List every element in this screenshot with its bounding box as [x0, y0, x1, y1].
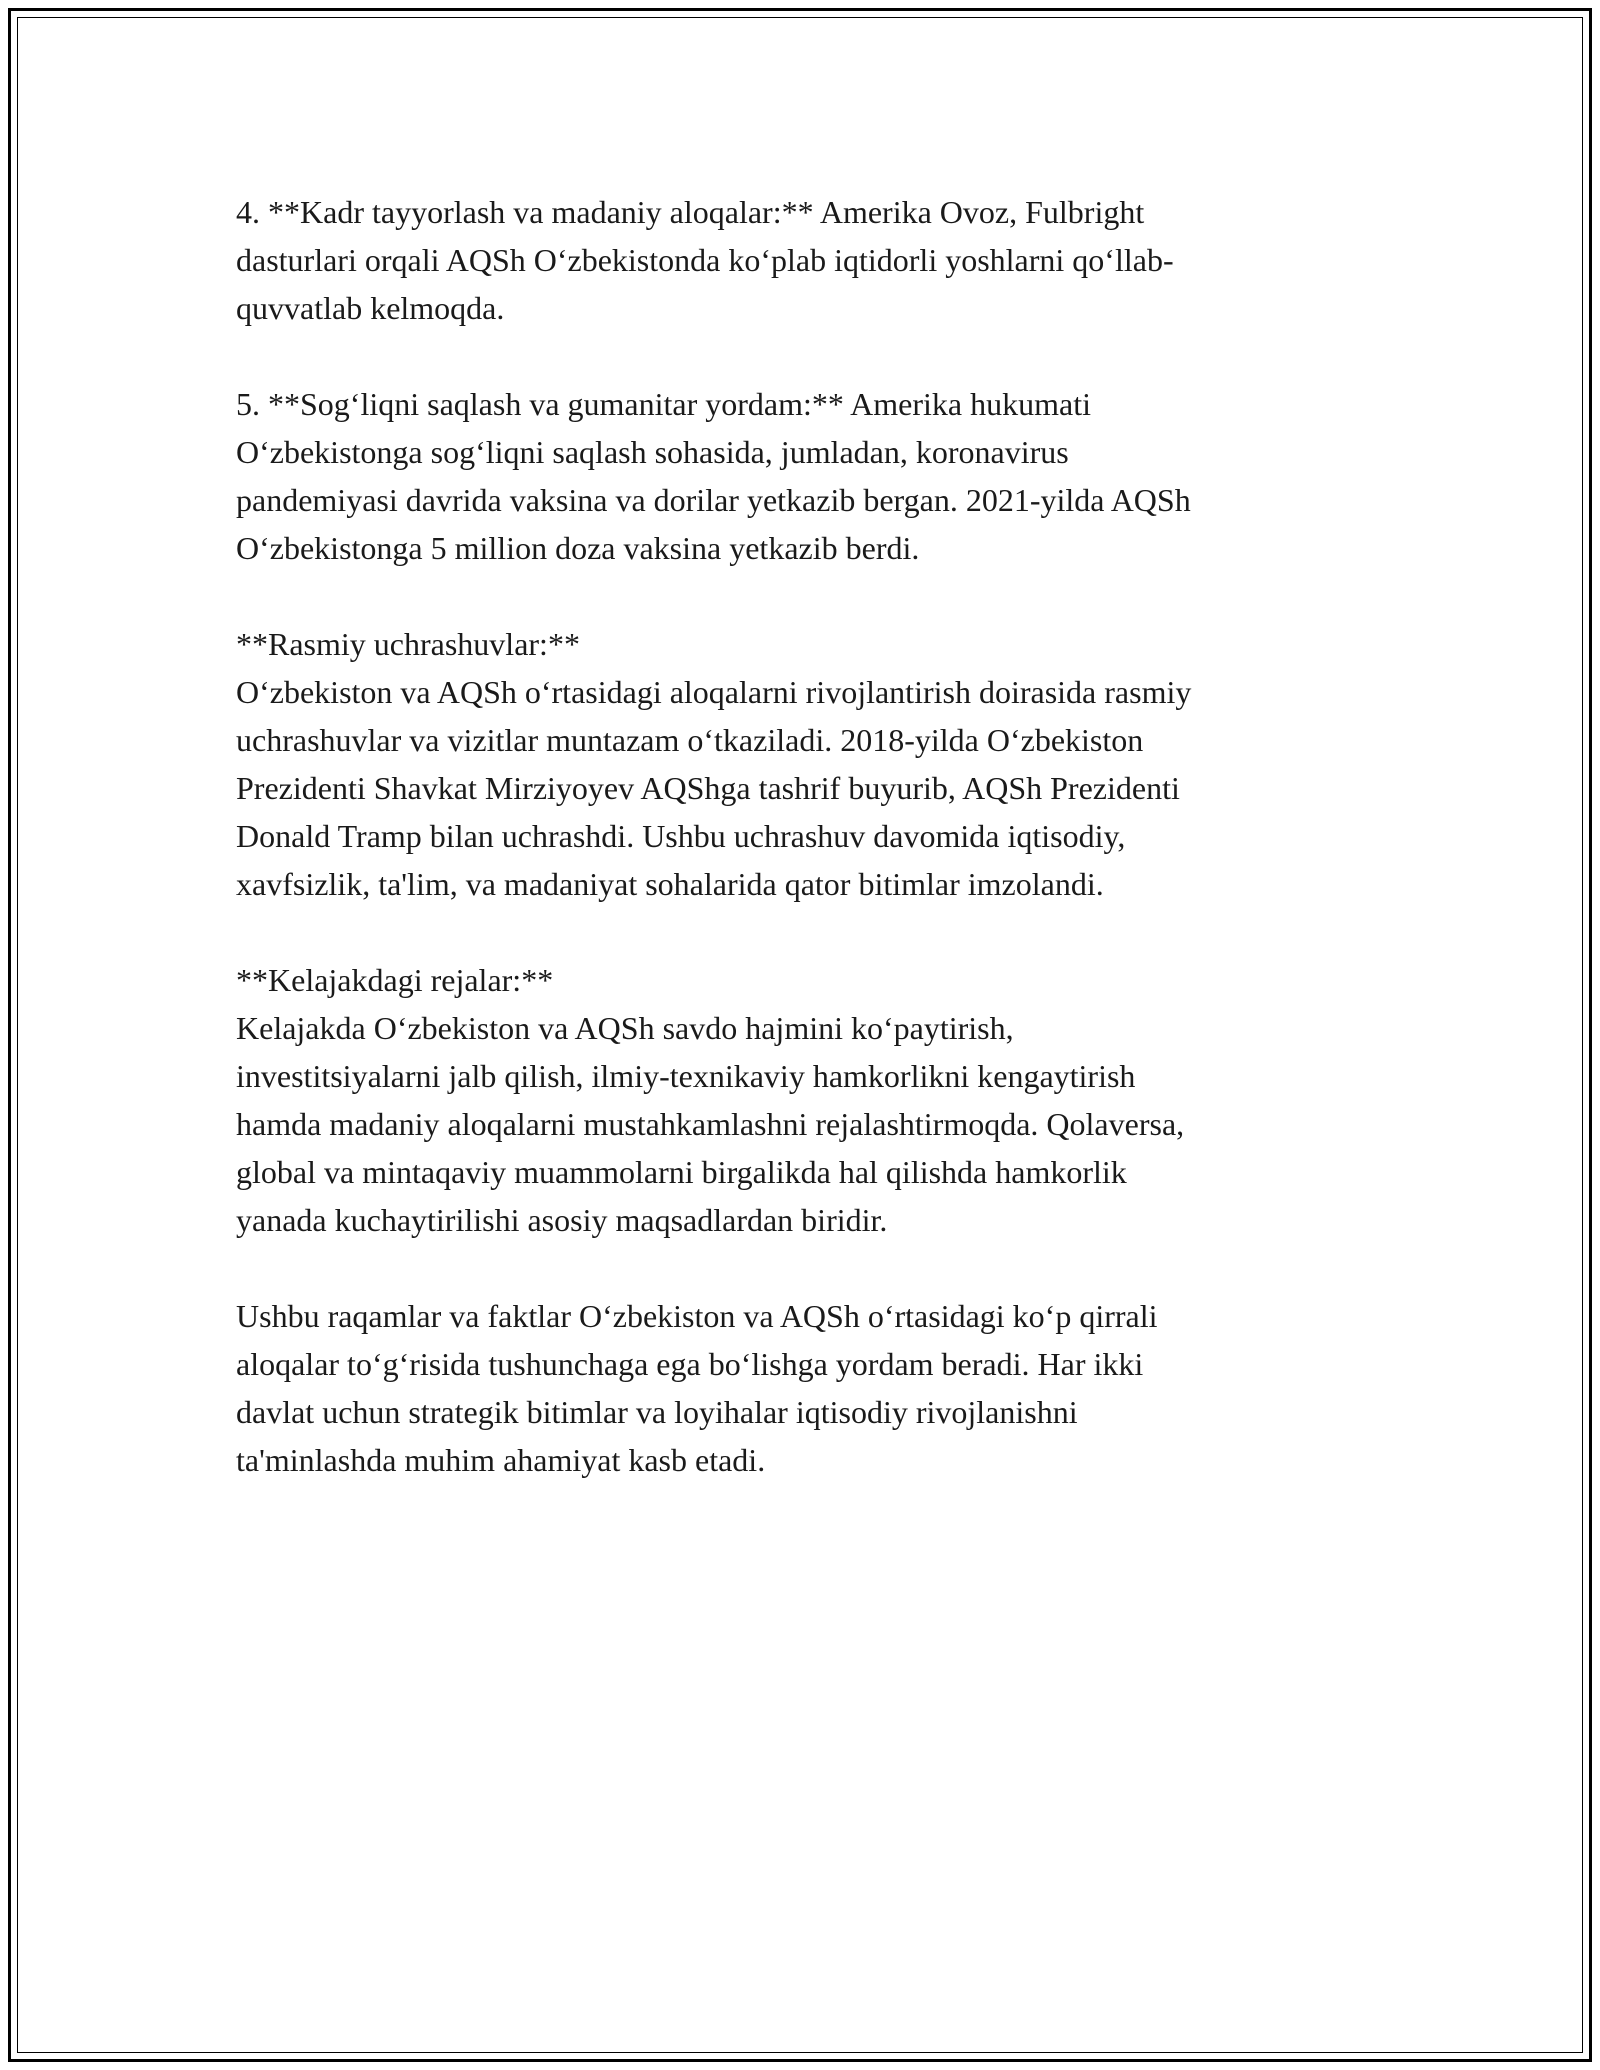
text-line: xavfsizlik, ta'lim, va madaniyat sohalarida qator bitimlar imzolandi.: [236, 866, 1104, 902]
text-line: Prezidenti Shavkat Mirziyoyev AQShga tashrif buyurib, AQSh Prezidenti: [236, 770, 1180, 806]
paragraph-official-meetings: [236, 620, 1366, 908]
text-line: ta'minlashda muhim ahamiyat kasb etadi.: [236, 1442, 766, 1478]
text-line: O‘zbekistonga 5 million doza vaksina yetkazib berdi.: [236, 530, 920, 566]
text-line: davlat uchun strategik bitimlar va loyihalar iqtisodiy rivojlanishni: [236, 1394, 1078, 1430]
text-line: O‘zbekistonga sog‘liqni saqlash sohasida, jumladan, koronavirus: [236, 434, 1069, 470]
paragraph-item-4: [236, 188, 1366, 332]
text-line: yanada kuchaytirilishi asosiy maqsadlardan biridir.: [236, 1202, 888, 1238]
text-line: pandemiyasi davrida vaksina va dorilar yetkazib bergan. 2021-yilda AQSh: [236, 482, 1191, 518]
text-line: Ushbu raqamlar va faktlar O‘zbekiston va AQSh o‘rtasidagi ko‘p qirrali: [236, 1298, 1158, 1334]
text-line: aloqalar to‘g‘risida tushunchaga ega bo‘lishga yordam beradi. Har ikki: [236, 1346, 1144, 1382]
paragraph-item-5: [236, 380, 1366, 572]
text-line: 5. **Sog‘liqni saqlash va gumanitar yordam:** Amerika hukumati: [236, 386, 1091, 422]
section-heading: **Kelajakdagi rejalar:**: [236, 962, 554, 998]
text-line: Donald Tramp bilan uchrashdi. Ushbu uchrashuv davomida iqtisodiy,: [236, 818, 1126, 854]
text-line: hamda madaniy aloqalarni mustahkamlashni rejalashtirmoqda. Qolaversa,: [236, 1106, 1185, 1142]
text-line: dasturlari orqali AQSh O‘zbekistonda ko‘plab iqtidorli yoshlarni qo‘llab-: [236, 242, 1174, 278]
text-line: uchrashuvlar va vizitlar muntazam o‘tkaziladi. 2018-yilda O‘zbekiston: [236, 722, 1144, 758]
text-line: investitsiyalarni jalb qilish, ilmiy-texnikaviy hamkorlikni kengaytirish: [236, 1058, 1136, 1094]
text-line: quvvatlab kelmoqda.: [236, 290, 505, 326]
paragraph-conclusion: [236, 1292, 1366, 1484]
paragraph-future-plans: [236, 956, 1366, 1244]
text-line: O‘zbekiston va AQSh o‘rtasidagi aloqalarni rivojlantirish doirasida rasmiy: [236, 674, 1192, 710]
section-heading: **Rasmiy uchrashuvlar:**: [236, 626, 580, 662]
text-line: Kelajakda O‘zbekiston va AQSh savdo hajmini ko‘paytirish,: [236, 1010, 1014, 1046]
text-line: 4. **Kadr tayyorlash va madaniy aloqalar:** Amerika Ovoz, Fulbright: [236, 194, 1145, 230]
document-body: [236, 188, 1366, 1532]
text-line: global va mintaqaviy muammolarni birgalikda hal qilishda hamkorlik: [236, 1154, 1127, 1190]
